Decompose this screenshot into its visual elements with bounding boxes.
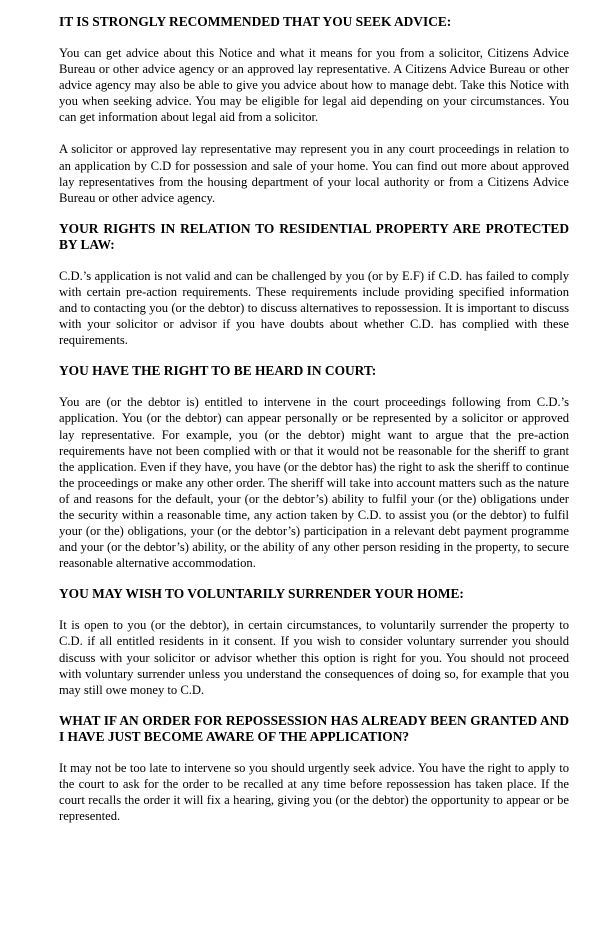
paragraph-intervene-in-court: You are (or the debtor is) entitled to intervene in the court proceedings following from C.D.’s application. You (or the debtor) can appear personally or be represented by a solicitor or approved lay representative. For example, you (or the debtor) might want to argue that the pre-action requirements have not been complied with or that it would not be reasonable for the sheriff to grant the application. Even if they have, you have (or the debtor has) the right to ask the sheriff to continue the proceedings or make any other order. The sheriff will take into account matters such as the nature of and reasons for the default, your (or the debtor’s) ability to fulfil your (or the) obligations under the security within a reasonable time, any action taken by C.D. to assist you (or the debtor) to fulfil your (or the) obligations, your (or the debtor’s) participation in a relevant debt payment programme and your (or the debtor’s) ability, or the ability of any other person residing in the property, to secure reasonable alternative accommodation.	[59, 395, 569, 571]
paragraph-voluntary-surrender: It is open to you (or the debtor), in certain circumstances, to voluntarily surrender the property to C.D. if all entitled residents in it consent. If you wish to consider voluntary surrender you should discuss with your solicitor or advisor whether this option is right for you. You should not proceed with voluntary surrender unless you understand the consequences of doing so, for example that you may still owe money to C.D.	[59, 618, 569, 697]
paragraph-representation: A solicitor or approved lay representative may represent you in any court proceedings in relation to an application by C.D for possession and sale of your home. You can find out more about approved lay representatives from the housing department of your local authority or from a Citizens Advice Bureau or other advice agency.	[59, 142, 569, 205]
paragraph-pre-action-requirements: C.D.’s application is not valid and can be challenged by you (or by E.F) if C.D. has failed to comply with certain pre-action requirements. These requirements include providing specified information and to contacting you (or the debtor) to discuss alternatives to repossession. It is important to discuss with your solicitor or advisor if you have doubts about whether C.D. has complied with these requirements.	[59, 268, 569, 348]
section-heading-seek-advice: IT IS STRONGLY RECOMMENDED THAT YOU SEEK ADVICE:	[59, 14, 452, 29]
section-heading-voluntary-surrender: YOU MAY WISH TO VOLUNTARILY SURRENDER YOUR HOME:	[59, 586, 464, 602]
section-heading-rights-protected: YOUR RIGHTS IN RELATION TO RESIDENTIAL PROPERTY ARE PROTECTED BY LAW:	[59, 220, 569, 252]
paragraph-advice-sources: You can get advice about this Notice and what it means for you from a solicitor, Citizens Advice Bureau or other advice agency or an approved lay representative. A Citizens Advice Bureau or other advice agency may also be able to give you advice about how to manage debt. Take this Notice with you when seeking advice. You may be eligible for legal aid depending on your circumstances. You can get information about legal aid from a solicitor.	[59, 46, 569, 125]
paragraph-recall-order: It may not be too late to intervene so you should urgently seek advice. You have the right to apply to the court to ask for the order to be recalled at any time before repossession has taken place. If the court recalls the order it will fix a hearing, giving you (or the debtor) the opportunity to appear or be represented.	[59, 760, 569, 824]
section-heading-order-already-granted: WHAT IF AN ORDER FOR REPOSSESSION HAS ALREADY BEEN GRANTED AND I HAVE JUST BECOME AWARE OF THE APPLICATION?	[59, 712, 569, 744]
section-heading-right-to-be-heard: YOU HAVE THE RIGHT TO BE HEARD IN COURT:	[59, 363, 377, 379]
